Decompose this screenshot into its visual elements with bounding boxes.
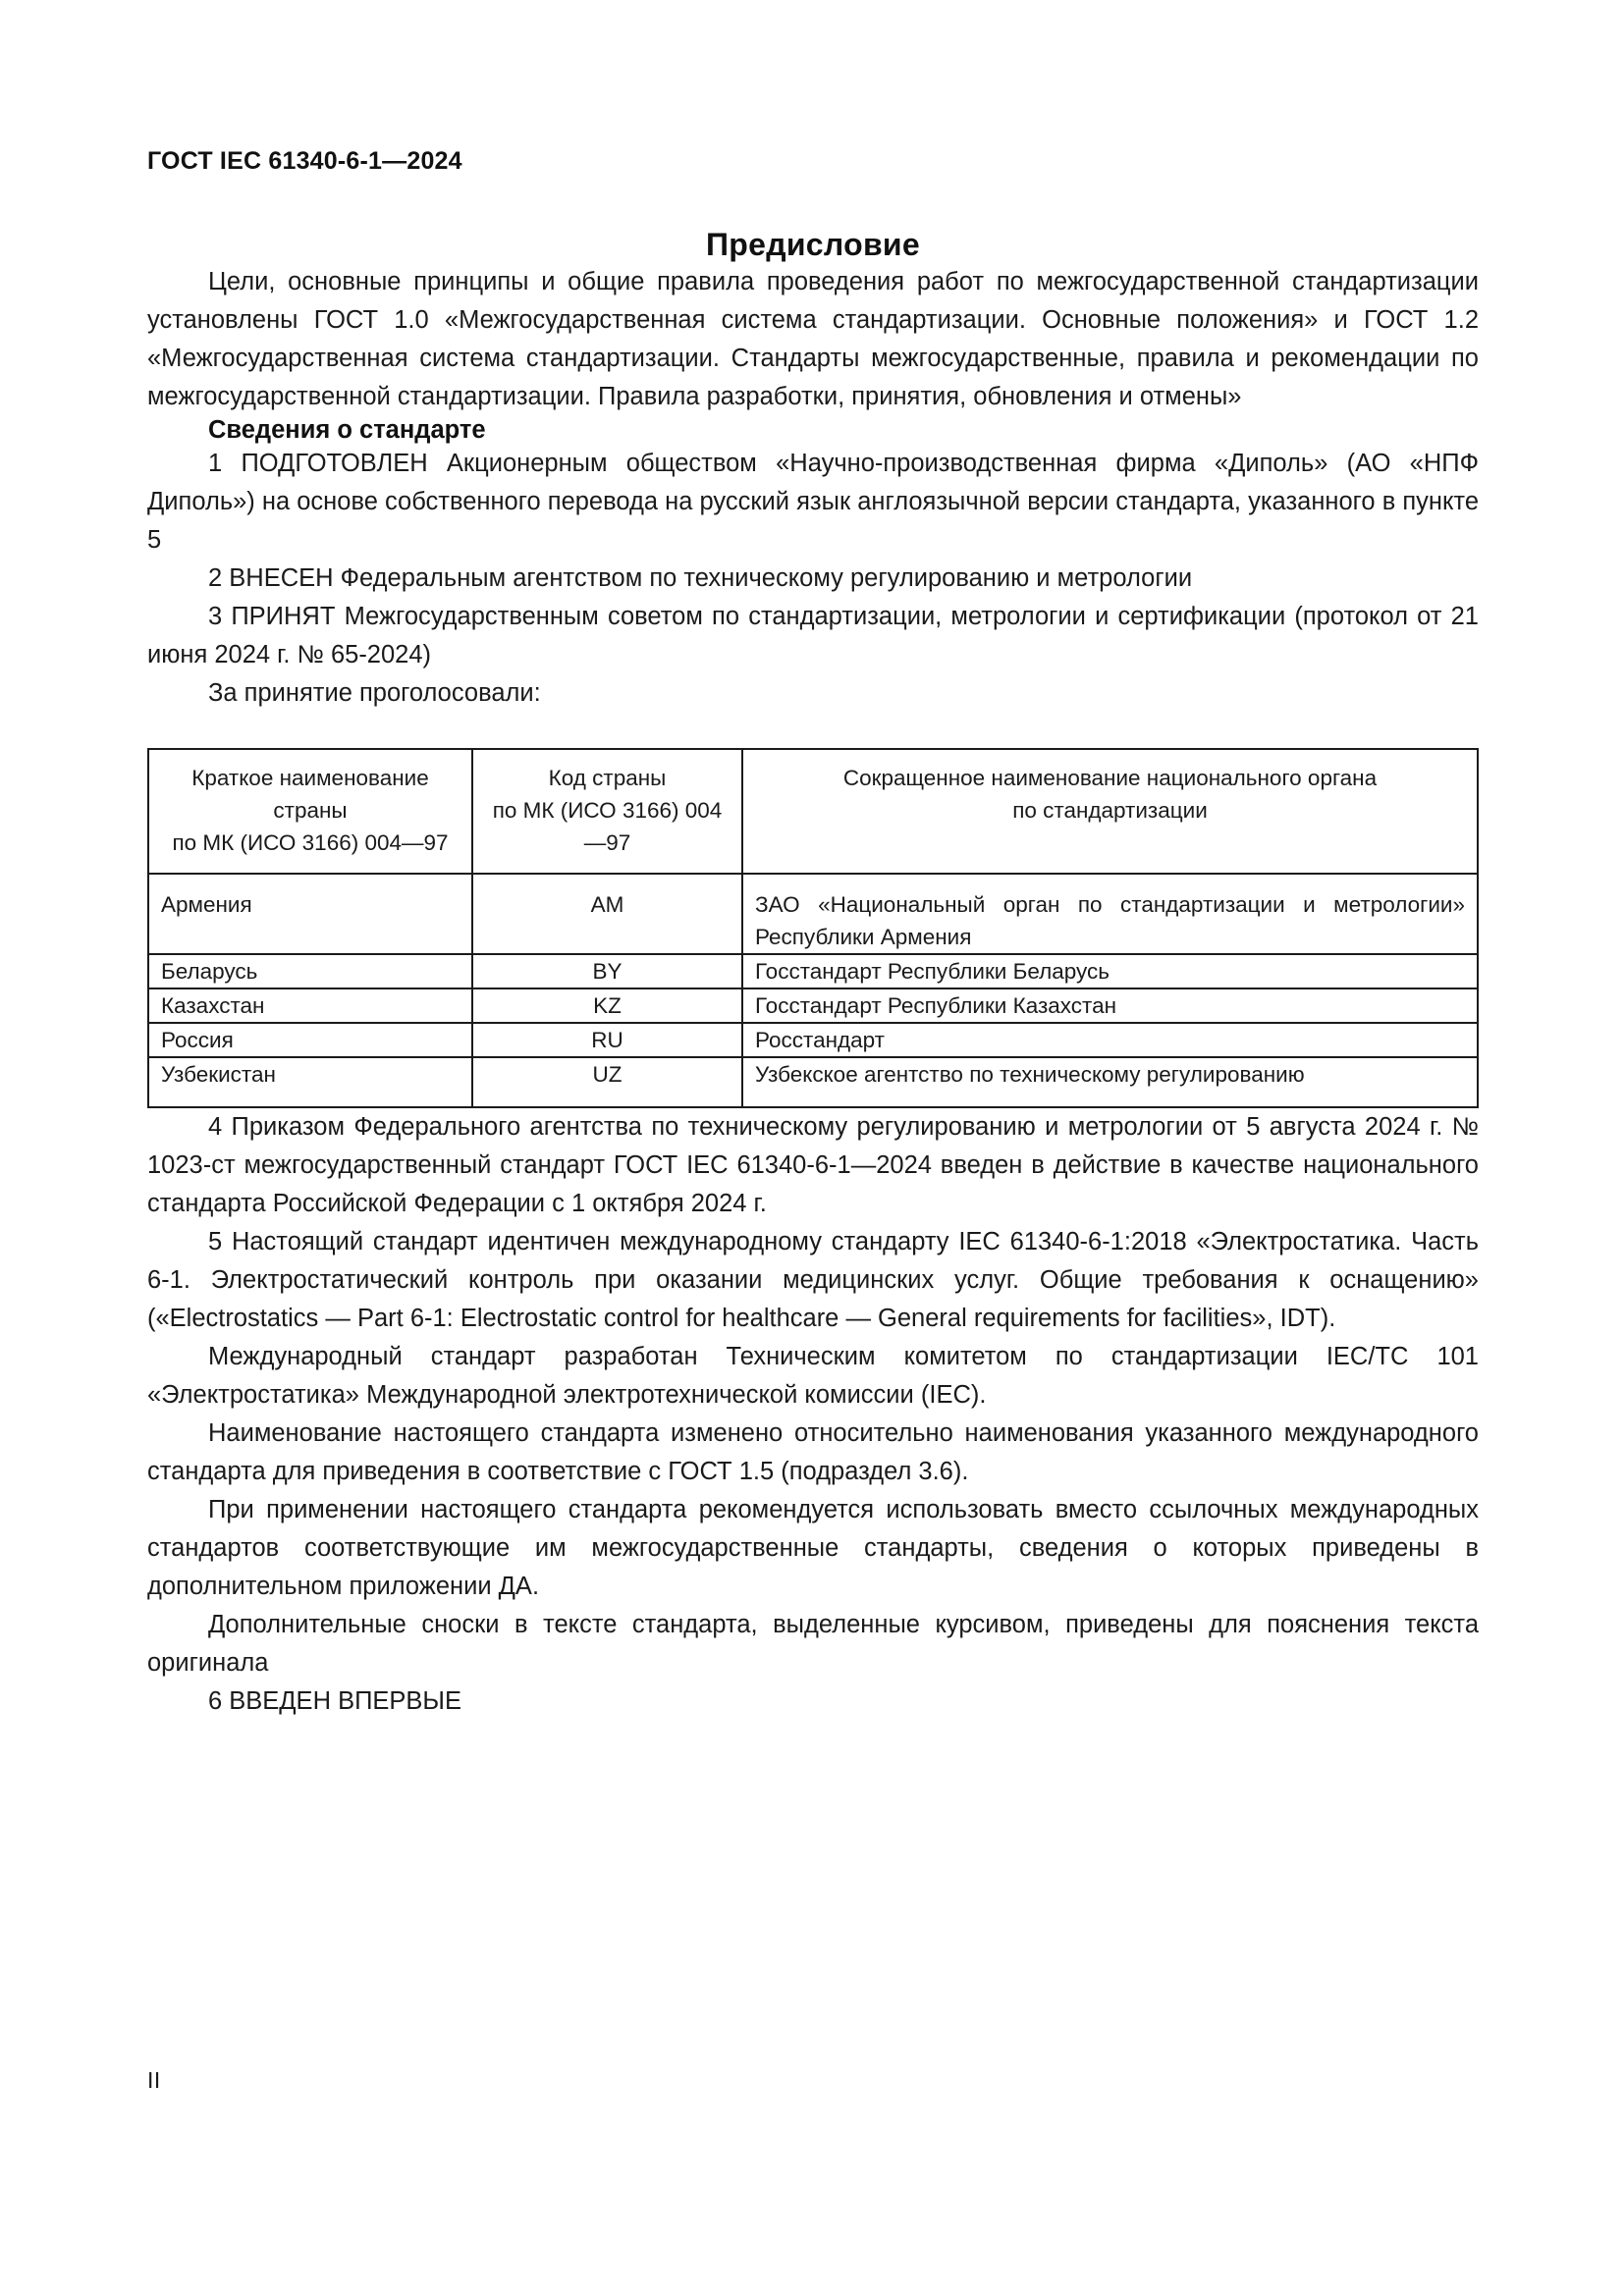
voting-countries-table [147,748,1479,1108]
clause-5-footnotes-note: Дополнительные сноски в тексте стандарта, выделенные курсивом, приведены для пояснения текста оригинала [147,1611,1479,1677]
cell-country-name: Армения [148,874,472,954]
standard-info-heading: Сведения о стандарте [208,416,486,444]
cell-national-body: Росстандарт [742,1023,1478,1057]
column-header-national-body [742,749,1478,874]
vote-lead-in-text: За принятие проголосовали: [208,679,541,707]
column-header-line-2: по МК (ИСО 3166) 004—97 [172,830,449,855]
table-row [148,954,1478,988]
page-title: Предисловие [705,227,921,262]
clause-5-title-changed: Наименование настоящего стандарта изменено относительно наименования указанного международного стандарта для приведения в соответствие с ГОСТ 1.5 (подраздел 3.6). [147,1419,1479,1485]
table-body [148,874,1478,1107]
cell-country-code: AM [472,874,742,954]
cell-country-name: Узбекистан [148,1057,472,1107]
cell-country-code: BY [472,954,742,988]
table-row [148,874,1478,954]
column-header-country-code [472,749,742,874]
intro-paragraph: Цели, основные принципы и общие правила проведения работ по межгосударственной стандартизации установлены ГОСТ 1.0 «Межгосударственная система стандартизации. Основные положения» и ГОСТ 1.2 «Межгосударственная система стандартизации. Стандарты межгосударственные, правила и рекомендации по межгосударственной стандартизации. Правила разработки, принятия, обновления и отмены» [147,268,1479,410]
table-header [148,749,1478,874]
column-header-line-1: Сокращенное наименование национального органа [842,766,1378,790]
cell-national-body: ЗАО «Национальный орган по стандартизации и метрологии» Республики Армения [742,874,1478,954]
clause-6-introduced-first-time: 6 ВВЕДЕН ВПЕРВЫЕ [208,1687,462,1715]
table-header-row [148,749,1478,874]
cell-country-name: Беларусь [148,954,472,988]
table-row [148,988,1478,1023]
clause-5-technical-committee: Международный стандарт разработан Техническим комитетом по стандартизации IEC/TC 101 «Электростатика» Международной электротехнической комиссии (IEC). [147,1343,1479,1409]
cell-national-body: Узбекское агентство по техническому регулированию [742,1057,1478,1107]
cell-national-body: Госстандарт Республики Беларусь [742,954,1478,988]
document-header-standard-number: ГОСТ IEC 61340-6-1—2024 [147,147,462,175]
clause-3-adopted-by: 3 ПРИНЯТ Межгосударственным советом по стандартизации, метрологии и сертификации (протокол от 21 июня 2024 г. № 65-2024) [147,603,1479,668]
table-row [148,1023,1478,1057]
column-header-line-1: Краткое наименование страны [191,766,429,823]
clause-1-prepared-by: 1 ПОДГОТОВЛЕН Акционерным обществом «Научно-производственная фирма «Диполь» (АО «НПФ Диполь») на основе собственного перевода на русский язык англоязычной версии стандарта, указанного в пункте 5 [147,450,1479,554]
page-number: II [147,2067,161,2093]
clause-4-enacted-by-order: 4 Приказом Федерального агентства по техническому регулированию и метрологии от 5 августа 2024 г. № 1023-ст межгосударственный стандарт ГОСТ IEC 61340-6-1—2024 введен в действие в качестве национального стандарта Российской Федерации с 1 октября 2024 г. [147,1113,1479,1217]
cell-country-code: UZ [472,1057,742,1107]
cell-country-name: Казахстан [148,988,472,1023]
column-header-country-name [148,749,472,874]
clause-2-submitted-by: 2 ВНЕСЕН Федеральным агентством по техническому регулированию и метрологии [208,564,1193,592]
cell-national-body: Госстандарт Республики Казахстан [742,988,1478,1023]
page-content [147,147,1479,1721]
column-header-line-1: Код страны [548,766,667,790]
cell-country-code: RU [472,1023,742,1057]
cell-country-name: Россия [148,1023,472,1057]
column-header-line-2: по МК (ИСО 3166) 004—97 [492,798,723,855]
table-row [148,1057,1478,1107]
cell-country-code: KZ [472,988,742,1023]
column-header-line-2: по стандартизации [1012,798,1208,823]
clause-5-reference-standards: При применении настоящего стандарта рекомендуется использовать вместо ссылочных международных стандартов соответствующие им межгосударственные стандарты, сведения о которых приведены в дополнительном приложении ДА. [147,1496,1479,1600]
clause-5-identical-to-iec: 5 Настоящий стандарт идентичен международному стандарту IEC 61340-6-1:2018 «Электростатика. Часть 6-1. Электростатический контроль при оказании медицинских услуг. Общие требования к оснащению» («Electrostatics — Part 6-1: Electrostatic control for healthcare — General requirements for facilities», IDT). [147,1228,1479,1332]
